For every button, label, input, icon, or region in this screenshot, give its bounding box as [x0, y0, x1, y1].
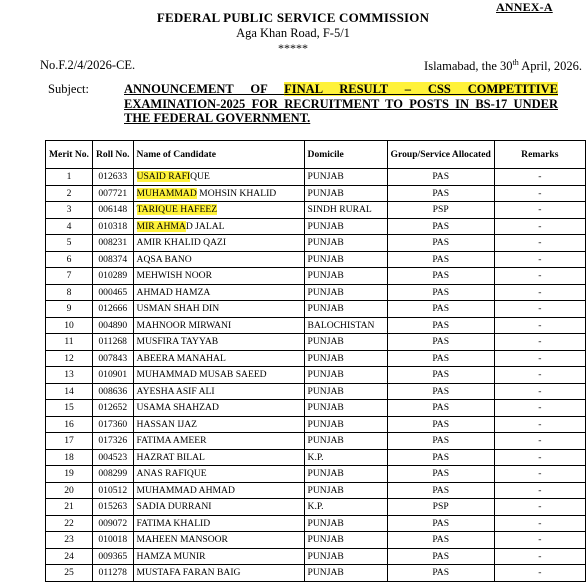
table-row: [46, 202, 586, 219]
cell-remarks: -: [494, 334, 585, 351]
cell-merit: 10: [46, 317, 93, 334]
cell-group: PAS: [387, 367, 494, 384]
cell-domicile: PUNJAB: [304, 301, 387, 318]
table-row: [46, 515, 586, 532]
cell-remarks: -: [494, 218, 585, 235]
cell-merit: 15: [46, 400, 93, 417]
table-row: [46, 416, 586, 433]
cell-name: FATIMA AMEER: [133, 433, 304, 450]
cell-name: MUHAMMAD AHMAD: [133, 482, 304, 499]
cell-roll: 012652: [92, 400, 133, 417]
subject-label: Subject:: [48, 82, 89, 96]
cell-roll: 009365: [92, 548, 133, 565]
cell-domicile: K.P.: [304, 449, 387, 466]
cell-roll: 011268: [92, 334, 133, 351]
cell-name: USAMA SHAHZAD: [133, 400, 304, 417]
cell-merit: 19: [46, 466, 93, 483]
cell-merit: 1: [46, 169, 93, 186]
cell-merit: 20: [46, 482, 93, 499]
cell-merit: 4: [46, 218, 93, 235]
cell-name: AMIR KHALID QAZI: [133, 235, 304, 252]
header-group: Group/Service Allocated: [387, 141, 494, 169]
cell-domicile: PUNJAB: [304, 466, 387, 483]
table-row: [46, 400, 586, 417]
cell-remarks: -: [494, 416, 585, 433]
address-line: Aga Khan Road, F-5/1: [236, 26, 350, 40]
cell-merit: 24: [46, 548, 93, 565]
table-row: [46, 367, 586, 384]
date-prefix: Islamabad, the 30: [424, 59, 513, 74]
date-line: [424, 58, 582, 74]
cell-merit: 6: [46, 251, 93, 268]
cell-name: FATIMA KHALID: [133, 515, 304, 532]
cell-remarks: -: [494, 235, 585, 252]
cell-roll: 008299: [92, 466, 133, 483]
cell-group: PAS: [387, 416, 494, 433]
cell-merit: 16: [46, 416, 93, 433]
cell-remarks: -: [494, 433, 585, 450]
cell-name: AYESHA ASIF ALI: [133, 383, 304, 400]
cell-name: AQSA BANO: [133, 251, 304, 268]
cell-roll: 012633: [92, 169, 133, 186]
cell-remarks: -: [494, 466, 585, 483]
cell-roll: 010018: [92, 532, 133, 549]
subject-highlight: FINAL RESULT – CSS COMPETITIVE: [284, 82, 558, 96]
name-highlight: TARIQUE HAFEEZ: [136, 204, 218, 215]
subject-part1: ANNOUNCEMENT OF: [124, 82, 285, 96]
cell-roll: 000465: [92, 284, 133, 301]
cell-remarks: -: [494, 284, 585, 301]
table-row: [46, 433, 586, 450]
table-row: [46, 284, 586, 301]
cell-roll: 004523: [92, 449, 133, 466]
cell-name: MAHNOOR MIRWANI: [133, 317, 304, 334]
cell-merit: 22: [46, 515, 93, 532]
name-highlight: MIR AHMA: [136, 220, 186, 232]
cell-domicile: PUNJAB: [304, 284, 387, 301]
cell-merit: 3: [46, 202, 93, 219]
cell-domicile: PUNJAB: [304, 482, 387, 499]
cell-name: [133, 169, 304, 186]
cell-merit: 17: [46, 433, 93, 450]
cell-roll: 010901: [92, 367, 133, 384]
cell-roll: 007721: [92, 185, 133, 202]
cell-group: PAS: [387, 532, 494, 549]
cell-name: HASSAN IJAZ: [133, 416, 304, 433]
cell-remarks: -: [494, 383, 585, 400]
table-row: [46, 235, 586, 252]
file-number: No.F.2/4/2026-CE.: [40, 58, 136, 72]
header-remarks: Remarks: [494, 141, 585, 169]
cell-name: HAMZA MUNIR: [133, 548, 304, 565]
cell-name: MAHEEN MANSOOR: [133, 532, 304, 549]
cell-name: MUHAMMAD MUSAB SAEED: [133, 367, 304, 384]
cell-merit: 5: [46, 235, 93, 252]
cell-domicile: PUNJAB: [304, 235, 387, 252]
cell-roll: 007843: [92, 350, 133, 367]
cell-group: PAS: [387, 284, 494, 301]
cell-domicile: PUNJAB: [304, 400, 387, 417]
cell-group: PAS: [387, 251, 494, 268]
cell-group: PSP: [387, 499, 494, 516]
cell-name: ANAS RAFIQUE: [133, 466, 304, 483]
cell-name: AHMAD HAMZA: [133, 284, 304, 301]
subject-part2: EXAMINATION-2025 FOR RECRUITMENT TO POSTS IN BS-17 UNDER: [124, 96, 558, 111]
cell-roll: 010318: [92, 218, 133, 235]
date-superscript: th: [512, 58, 519, 67]
cell-merit: 12: [46, 350, 93, 367]
cell-remarks: -: [494, 482, 585, 499]
annex-label: ANNEX-A: [496, 0, 553, 14]
cell-group: PAS: [387, 383, 494, 400]
cell-remarks: -: [494, 449, 585, 466]
cell-roll: 008374: [92, 251, 133, 268]
header-domicile: Domicile: [304, 141, 387, 169]
header-merit: Merit No.: [46, 141, 93, 169]
cell-name: [133, 202, 304, 219]
cell-group: PAS: [387, 218, 494, 235]
cell-name: MUSTAFA FARAN BAIG: [133, 565, 304, 582]
table-row: [46, 565, 586, 582]
cell-roll: 006148: [92, 202, 133, 219]
cell-roll: 017360: [92, 416, 133, 433]
cell-group: PAS: [387, 433, 494, 450]
cell-merit: 25: [46, 565, 93, 582]
name-rest: QUE: [190, 171, 210, 182]
header-roll: Roll No.: [92, 141, 133, 169]
cell-domicile: PUNJAB: [304, 251, 387, 268]
cell-group: PAS: [387, 268, 494, 285]
cell-merit: 21: [46, 499, 93, 516]
cell-group: PAS: [387, 350, 494, 367]
cell-domicile: PUNJAB: [304, 367, 387, 384]
table-row: [46, 482, 586, 499]
cell-remarks: -: [494, 350, 585, 367]
cell-group: PAS: [387, 515, 494, 532]
cell-domicile: PUNJAB: [304, 169, 387, 186]
cell-remarks: -: [494, 515, 585, 532]
document-title: FEDERAL PUBLIC SERVICE COMMISSION: [156, 10, 430, 25]
cell-roll: 010289: [92, 268, 133, 285]
cell-remarks: -: [494, 202, 585, 219]
cell-name: SADIA DURRANI: [133, 499, 304, 516]
cell-domicile: PUNJAB: [304, 433, 387, 450]
cell-merit: 8: [46, 284, 93, 301]
cell-domicile: PUNJAB: [304, 334, 387, 351]
cell-roll: 017326: [92, 433, 133, 450]
table-body: [46, 169, 586, 582]
cell-group: PAS: [387, 565, 494, 582]
cell-merit: 23: [46, 532, 93, 549]
cell-domicile: PUNJAB: [304, 218, 387, 235]
cell-name: [133, 218, 304, 235]
table-row: [46, 251, 586, 268]
name-highlight: MUHAMMAD: [136, 187, 197, 199]
table-row: [46, 383, 586, 400]
cell-domicile: PUNJAB: [304, 383, 387, 400]
cell-group: PAS: [387, 466, 494, 483]
cell-group: PAS: [387, 548, 494, 565]
table-row: [46, 532, 586, 549]
result-table: [45, 140, 586, 582]
cell-remarks: -: [494, 565, 585, 582]
cell-domicile: SINDH RURAL: [304, 202, 387, 219]
cell-roll: 004890: [92, 317, 133, 334]
cell-merit: 11: [46, 334, 93, 351]
cell-remarks: -: [494, 185, 585, 202]
table-row: [46, 334, 586, 351]
cell-roll: 015263: [92, 499, 133, 516]
cell-remarks: -: [494, 251, 585, 268]
cell-name: ABEERA MANAHAL: [133, 350, 304, 367]
cell-name: HAZRAT BILAL: [133, 449, 304, 466]
cell-domicile: PUNJAB: [304, 350, 387, 367]
cell-domicile: PUNJAB: [304, 185, 387, 202]
cell-merit: 13: [46, 367, 93, 384]
cell-group: PAS: [387, 169, 494, 186]
table-row: [46, 548, 586, 565]
cell-roll: 009072: [92, 515, 133, 532]
cell-merit: 14: [46, 383, 93, 400]
cell-remarks: -: [494, 367, 585, 384]
cell-domicile: BALOCHISTAN: [304, 317, 387, 334]
cell-name: MEHWISH NOOR: [133, 268, 304, 285]
date-suffix: April, 2026.: [518, 59, 582, 74]
cell-group: PAS: [387, 449, 494, 466]
cell-remarks: -: [494, 400, 585, 417]
name-rest: MOHSIN KHALID: [196, 187, 277, 199]
cell-merit: 9: [46, 301, 93, 318]
cell-group: PAS: [387, 185, 494, 202]
cell-group: PAS: [387, 317, 494, 334]
cell-roll: 011278: [92, 565, 133, 582]
table-row: [46, 466, 586, 483]
separator-stars: *****: [278, 41, 308, 55]
cell-remarks: -: [494, 499, 585, 516]
cell-domicile: PUNJAB: [304, 416, 387, 433]
table-header-row: [46, 141, 586, 169]
subject-text: [124, 82, 558, 126]
cell-group: PAS: [387, 301, 494, 318]
cell-domicile: PUNJAB: [304, 515, 387, 532]
header-name: Name of Candidate: [133, 141, 304, 169]
cell-domicile: PUNJAB: [304, 548, 387, 565]
name-rest: D JALAL: [185, 220, 225, 232]
table-row: [46, 350, 586, 367]
cell-roll: 008636: [92, 383, 133, 400]
table-row: [46, 169, 586, 186]
table-row: [46, 218, 586, 235]
cell-name: MUSFIRA TAYYAB: [133, 334, 304, 351]
cell-roll: 008231: [92, 235, 133, 252]
table-row: [46, 317, 586, 334]
cell-remarks: -: [494, 317, 585, 334]
subject-part3: THE FEDERAL GOVERNMENT.: [124, 111, 311, 125]
table-row: [46, 301, 586, 318]
table-row: [46, 449, 586, 466]
cell-group: PSP: [387, 202, 494, 219]
cell-remarks: -: [494, 532, 585, 549]
name-highlight: USAID RAFI: [136, 171, 191, 182]
cell-name: [133, 185, 304, 202]
cell-name: USMAN SHAH DIN: [133, 301, 304, 318]
cell-merit: 18: [46, 449, 93, 466]
cell-domicile: PUNJAB: [304, 565, 387, 582]
cell-remarks: -: [494, 268, 585, 285]
cell-remarks: -: [494, 169, 585, 186]
cell-roll: 012666: [92, 301, 133, 318]
cell-remarks: -: [494, 548, 585, 565]
cell-roll: 010512: [92, 482, 133, 499]
cell-domicile: PUNJAB: [304, 268, 387, 285]
cell-group: PAS: [387, 334, 494, 351]
table-row: [46, 268, 586, 285]
cell-domicile: K.P.: [304, 499, 387, 516]
table-row: [46, 185, 586, 202]
cell-remarks: -: [494, 301, 585, 318]
cell-group: PAS: [387, 482, 494, 499]
cell-group: PAS: [387, 400, 494, 417]
cell-merit: 7: [46, 268, 93, 285]
cell-group: PAS: [387, 235, 494, 252]
cell-merit: 2: [46, 185, 93, 202]
table-row: [46, 499, 586, 516]
cell-domicile: PUNJAB: [304, 532, 387, 549]
